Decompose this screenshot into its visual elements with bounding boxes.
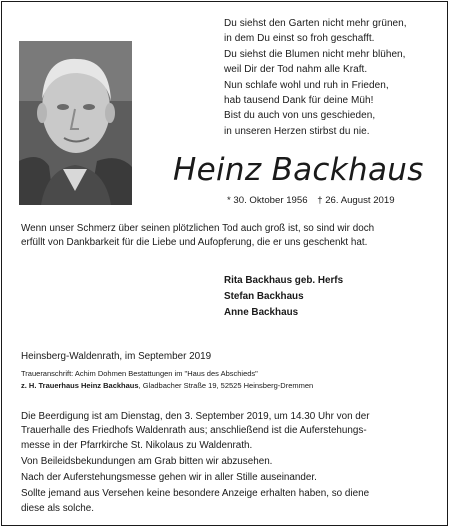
poem-line: in dem Du einst so froh geschafft. xyxy=(224,33,375,45)
address-recipient: z. H. Trauerhaus Heinz Backhaus xyxy=(21,380,139,390)
poem-line: weil Dir der Tod nahm alle Kraft. xyxy=(224,64,368,76)
address-street: , Gladbacher Straße 19, 52525 Heinsberg-Dremmen xyxy=(138,380,314,390)
mourner-name: Rita Backhaus geb. Herfs xyxy=(224,275,344,286)
intro-line: Wenn unser Schmerz über seinen plötzlichen Tod auch groß ist, so sind wir doch xyxy=(21,223,375,234)
poem-line: Bist du auch von uns geschieden, xyxy=(224,110,376,122)
note-line: Von Beileidsbekundungen am Grab bitten wir abzusehen. xyxy=(21,455,273,467)
poem-line: Nun schlafe wohl und ruh in Frieden, xyxy=(224,79,389,91)
funeral-info xyxy=(21,410,437,516)
life-dates xyxy=(227,195,437,206)
poem-line: Du siehst die Blumen nicht mehr blühen, xyxy=(224,48,406,60)
note-line: Sollte jemand aus Versehen keine besondere Anzeige erhalten haben, so diene xyxy=(21,488,370,500)
portrait-photo xyxy=(19,41,132,205)
portrait-image xyxy=(19,41,132,205)
poem xyxy=(224,16,434,139)
mourners-list xyxy=(224,273,424,321)
intro-text xyxy=(21,222,436,250)
condolence-address xyxy=(21,368,441,391)
note-line: diese als solche. xyxy=(21,502,95,514)
poem-line: Du siehst den Garten nicht mehr grünen, xyxy=(224,18,407,29)
place-date: Heinsberg-Waldenrath, im September 2019 xyxy=(21,351,212,362)
obituary-card xyxy=(1,1,448,526)
poem-line: hab tausend Dank für deine Müh! xyxy=(224,95,374,107)
funeral-line: Trauerhalle des Friedhofs Waldenrath aus; anschließend ist die Auferstehungs- xyxy=(21,425,367,437)
intro-line: erfüllt von Dankbarkeit für die Liebe und Aufopferung, die er uns geschenkt hat. xyxy=(21,237,368,248)
poem-line: in unseren Herzen stirbst du nie. xyxy=(224,125,370,137)
funeral-line: Die Beerdigung ist am Dienstag, den 3. September 2019, um 14.30 Uhr von der xyxy=(21,411,370,422)
address-line-2 xyxy=(21,380,441,392)
address-line-1: Traueranschrift: Achim Dohmen Bestattungen im "Haus des Abschieds" xyxy=(21,369,258,378)
death-date: † 26. August 2019 xyxy=(317,195,395,206)
deceased-name: Heinz Backhaus xyxy=(173,152,424,188)
mourner-name: Stefan Backhaus xyxy=(224,291,304,302)
note-line: Nach der Auferstehungsmesse gehen wir in aller Stille auseinander. xyxy=(21,472,317,484)
mourner-name: Anne Backhaus xyxy=(224,307,299,318)
funeral-line: messe in der Pfarrkirche St. Nikolaus zu Waldenrath. xyxy=(21,439,253,451)
birth-date: * 30. Oktober 1956 xyxy=(227,195,308,206)
